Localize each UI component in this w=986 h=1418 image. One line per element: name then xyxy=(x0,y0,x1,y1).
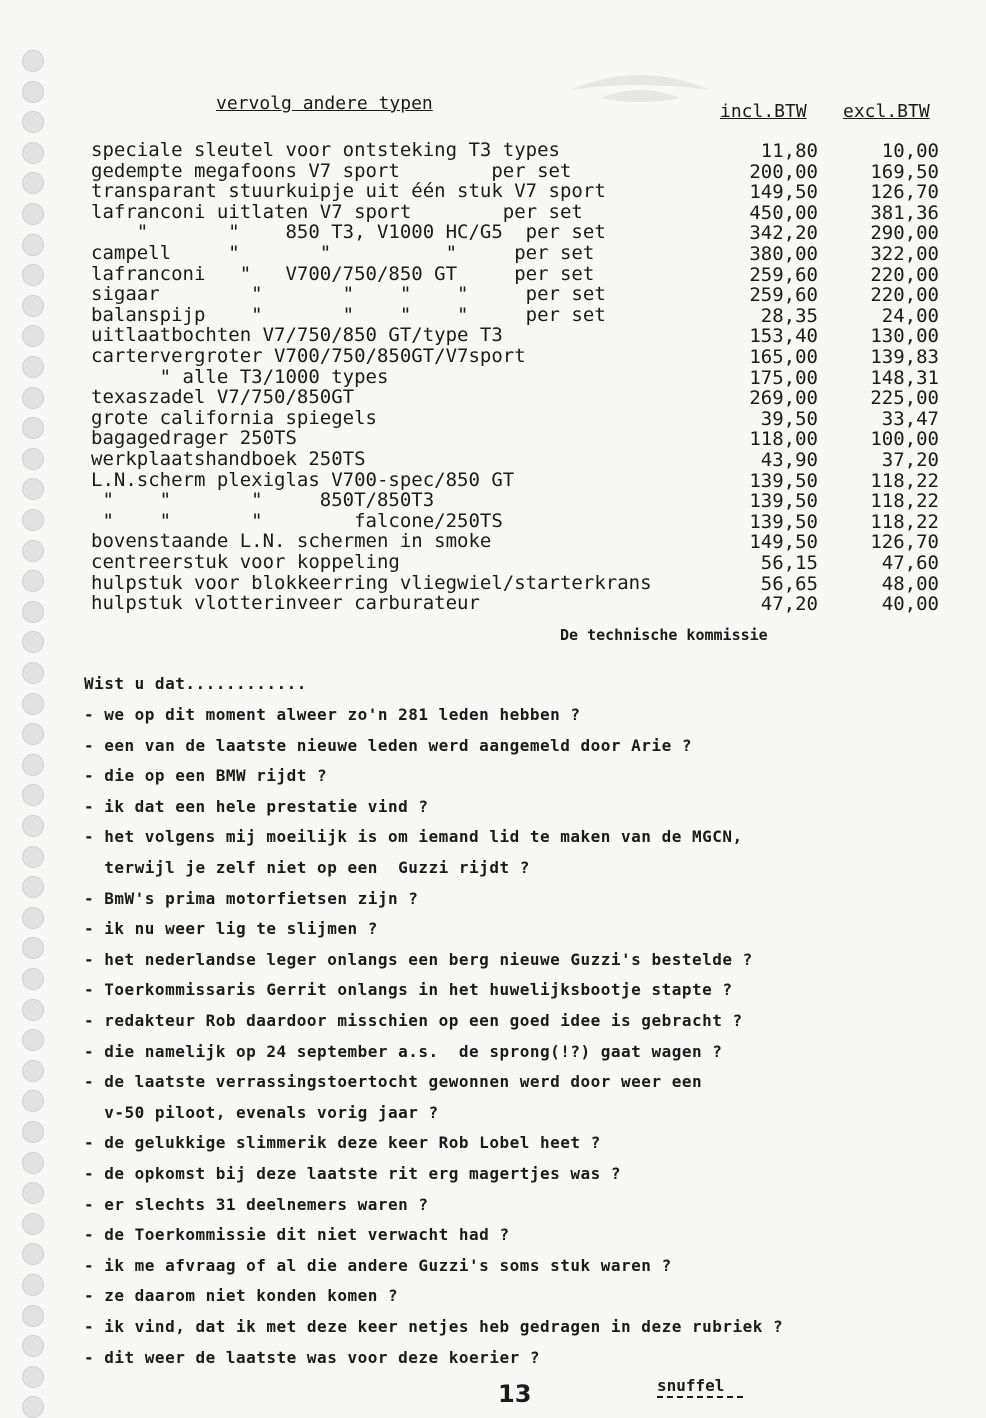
binder-hole xyxy=(22,1182,44,1204)
binder-hole xyxy=(22,784,44,806)
signature-snuffel: snuffel xyxy=(657,1376,725,1395)
binder-hole xyxy=(22,50,44,72)
price-excl-btw: 290,00 xyxy=(870,222,939,245)
price-incl-btw: 139,50 xyxy=(749,469,818,492)
item-description: cartervergroter V700/750/850GT/V7sport xyxy=(91,345,526,367)
price-incl-btw: 269,00 xyxy=(749,387,818,410)
price-incl-btw: 259,60 xyxy=(749,284,818,307)
binder-hole xyxy=(22,478,44,500)
price-excl-btw: 100,00 xyxy=(870,428,939,451)
signature-technische-kommissie: De technische kommissie xyxy=(560,626,768,644)
item-description: " " 850 T3, V1000 HC/G5 per set xyxy=(91,221,606,244)
price-incl-btw: 39,50 xyxy=(760,407,818,430)
item-description: " " " falcone/250TS xyxy=(91,509,503,532)
price-excl-btw: 33,47 xyxy=(881,407,939,430)
binder-hole xyxy=(22,203,44,225)
price-incl-btw: 380,00 xyxy=(749,243,818,265)
item-description: gedempte megafoons V7 sport per set xyxy=(91,159,572,182)
price-excl-btw: 220,00 xyxy=(870,263,939,286)
wist-u-dat-item: - die op een BMW rijdt ? xyxy=(84,766,328,786)
price-incl-btw: 175,00 xyxy=(749,366,818,389)
item-description: balanspijp " " " " per set xyxy=(91,303,606,326)
binder-hole xyxy=(22,325,44,347)
wist-u-dat-item: - de gelukkige slimmerik deze keer Rob Lobel heet ? xyxy=(84,1133,601,1153)
price-excl-btw: 118,22 xyxy=(870,469,939,492)
column-header-incl-btw: incl.BTW xyxy=(720,101,807,122)
binder-hole xyxy=(22,448,44,470)
wist-u-dat-item: v-50 piloot, evenals vorig jaar ? xyxy=(84,1102,439,1122)
item-description: bovenstaande L.N. schermen in smoke xyxy=(91,530,492,553)
item-description: " alle T3/1000 types xyxy=(91,365,389,388)
wist-u-dat-item: terwijl je zelf niet op een Guzzi rijdt ? xyxy=(84,858,530,877)
price-excl-btw: 10,00 xyxy=(881,140,939,162)
binder-hole xyxy=(22,509,44,531)
binder-hole xyxy=(22,111,44,133)
section-title: vervolg andere typen xyxy=(216,93,433,114)
item-description: transparant stuurkuipje uit één stuk V7 sport xyxy=(91,180,606,203)
wist-u-dat-item: - er slechts 31 deelnemers waren ? xyxy=(84,1194,429,1214)
price-excl-btw: 37,20 xyxy=(881,449,939,471)
binder-hole xyxy=(22,1060,44,1082)
price-incl-btw: 11,80 xyxy=(760,140,818,162)
binder-hole xyxy=(22,356,44,378)
price-excl-btw: 381,36 xyxy=(870,201,939,224)
price-excl-btw: 148,31 xyxy=(870,366,939,389)
wist-u-dat-item: - het nederlandse leger onlangs een berg nieuwe Guzzi's bestelde ? xyxy=(84,949,753,969)
price-excl-btw: 24,00 xyxy=(881,304,939,327)
wist-u-dat-item: - ik dat een hele prestatie vind ? xyxy=(84,796,429,816)
price-excl-btw: 47,60 xyxy=(881,552,939,574)
wist-u-dat-title: Wist u dat............ xyxy=(84,674,307,693)
column-header-excl-btw: excl.BTW xyxy=(843,101,930,122)
binder-hole xyxy=(22,172,44,194)
binder-hole xyxy=(22,1274,44,1296)
wist-u-dat-item: - die namelijk op 24 september a.s. de sprong(!?) gaat wagen ? xyxy=(84,1041,723,1061)
binder-hole xyxy=(22,876,44,898)
item-description: werkplaatshandboek 250TS xyxy=(91,448,366,470)
binder-hole xyxy=(22,142,44,164)
page-number: 13 xyxy=(498,1380,532,1408)
price-incl-btw: 200,00 xyxy=(749,160,818,183)
item-description: lafranconi " V700/750/850 GT per set xyxy=(91,262,595,285)
price-excl-btw: 225,00 xyxy=(870,387,939,410)
wist-u-dat-item: - we op dit moment alweer zo'n 281 leden hebben ? xyxy=(84,705,581,724)
price-incl-btw: 47,20 xyxy=(760,593,818,616)
price-excl-btw: 118,22 xyxy=(870,490,939,513)
price-excl-btw: 169,50 xyxy=(870,160,939,183)
price-incl-btw: 342,20 xyxy=(749,222,818,245)
item-description: uitlaatbochten V7/750/850 GT/type T3 xyxy=(91,324,503,347)
wist-u-dat-item: - ik vind, dat ik met deze keer netjes heb gedragen in deze rubriek ? xyxy=(84,1317,784,1336)
eagle-emblem-icon xyxy=(560,60,720,130)
wist-u-dat-item: - een van de laatste nieuwe leden werd aangemeld door Arie ? xyxy=(84,735,692,755)
price-incl-btw: 56,15 xyxy=(760,552,818,574)
binder-hole xyxy=(22,570,44,592)
item-description: L.N.scherm plexiglas V700-spec/850 GT xyxy=(91,468,515,491)
price-incl-btw: 149,50 xyxy=(749,531,818,554)
wist-u-dat-item: - de laatste verrassingstoertocht gewonnen werd door weer een xyxy=(84,1072,703,1092)
price-incl-btw: 139,50 xyxy=(749,490,818,513)
binder-hole xyxy=(22,1243,44,1265)
item-description: hulpstuk voor blokkeerring vliegwiel/starterkrans xyxy=(91,571,652,594)
wist-u-dat-item: - redakteur Rob daardoor misschien op een goed idee is gebracht ? xyxy=(84,1011,743,1030)
binder-hole xyxy=(22,1366,44,1388)
binder-hole xyxy=(22,815,44,837)
binder-hole xyxy=(22,662,44,684)
signature-underline xyxy=(657,1396,743,1398)
binder-hole xyxy=(22,1305,44,1327)
binder-hole xyxy=(22,1152,44,1174)
binder-hole xyxy=(22,234,44,256)
wist-u-dat-item: - ik nu weer lig te slijmen ? xyxy=(84,919,378,939)
wist-u-dat-item: - de opkomst bij deze laatste rit erg magertjes was ? xyxy=(84,1164,622,1183)
binder-hole xyxy=(22,295,44,317)
binder-hole xyxy=(22,1090,44,1112)
wist-u-dat-item: - BmW's prima motorfietsen zijn ? xyxy=(84,888,419,908)
item-description: bagagedrager 250TS xyxy=(91,427,297,450)
binder-hole xyxy=(22,937,44,959)
price-incl-btw: 149,50 xyxy=(749,181,818,204)
price-excl-btw: 126,70 xyxy=(870,181,939,204)
binder-hole xyxy=(22,1213,44,1235)
binder-hole xyxy=(22,723,44,745)
wist-u-dat-item: - het volgens mij moeilijk is om iemand lid te maken van de MGCN, xyxy=(84,827,743,847)
item-description: " " " 850T/850T3 xyxy=(91,489,435,512)
item-description: sigaar " " " " per set xyxy=(91,283,606,306)
price-incl-btw: 153,40 xyxy=(749,325,818,348)
wist-u-dat-item: - dit weer de laatste was voor deze koerier ? xyxy=(84,1347,540,1367)
item-description: centreerstuk voor koppeling xyxy=(91,551,400,573)
item-description: texaszadel V7/750/850GT xyxy=(91,386,355,409)
binder-hole xyxy=(22,754,44,776)
item-description: hulpstuk vlotterinveer carburateur xyxy=(91,592,480,615)
price-incl-btw: 450,00 xyxy=(749,201,818,224)
binder-hole xyxy=(22,1029,44,1051)
price-incl-btw: 43,90 xyxy=(760,449,818,471)
price-incl-btw: 56,65 xyxy=(760,572,818,595)
binder-hole xyxy=(22,417,44,439)
binder-hole xyxy=(22,907,44,929)
price-incl-btw: 139,50 xyxy=(749,510,818,533)
wist-u-dat-item: - de Toerkommissie dit niet verwacht had ? xyxy=(84,1225,510,1245)
wist-u-dat-item: - ze daarom niet konden komen ? xyxy=(84,1286,399,1306)
binder-hole xyxy=(22,631,44,653)
wist-u-dat-item: - ik me afvraag of al die andere Guzzi's soms stuk waren ? xyxy=(84,1255,672,1275)
item-description: speciale sleutel voor ontsteking T3 types xyxy=(91,139,560,161)
price-excl-btw: 139,83 xyxy=(870,346,939,368)
binder-hole xyxy=(22,1335,44,1357)
item-description: grote california spiegels xyxy=(91,406,377,429)
price-excl-btw: 322,00 xyxy=(870,243,939,265)
binder-hole xyxy=(22,601,44,623)
binder-hole xyxy=(22,540,44,562)
price-incl-btw: 118,00 xyxy=(749,428,818,451)
price-incl-btw: 28,35 xyxy=(760,304,818,327)
price-incl-btw: 259,60 xyxy=(749,263,818,286)
binder-hole xyxy=(22,846,44,868)
binder-hole xyxy=(22,1396,44,1418)
binder-hole xyxy=(22,1121,44,1143)
price-excl-btw: 118,22 xyxy=(870,510,939,533)
binder-hole xyxy=(22,999,44,1021)
price-excl-btw: 130,00 xyxy=(870,325,939,348)
price-excl-btw: 48,00 xyxy=(881,572,939,595)
binder-hole xyxy=(22,387,44,409)
item-description: campell " " " per set xyxy=(91,242,595,264)
binder-hole xyxy=(22,81,44,103)
item-description: lafranconi uitlaten V7 sport per set xyxy=(91,200,583,223)
price-incl-btw: 165,00 xyxy=(749,346,818,368)
price-excl-btw: 220,00 xyxy=(870,284,939,307)
binder-hole xyxy=(22,968,44,990)
price-excl-btw: 40,00 xyxy=(881,593,939,616)
binder-hole xyxy=(22,264,44,286)
binder-hole xyxy=(22,693,44,715)
wist-u-dat-item: - Toerkommissaris Gerrit onlangs in het huwelijksbootje stapte ? xyxy=(84,980,733,1000)
price-excl-btw: 126,70 xyxy=(870,531,939,554)
